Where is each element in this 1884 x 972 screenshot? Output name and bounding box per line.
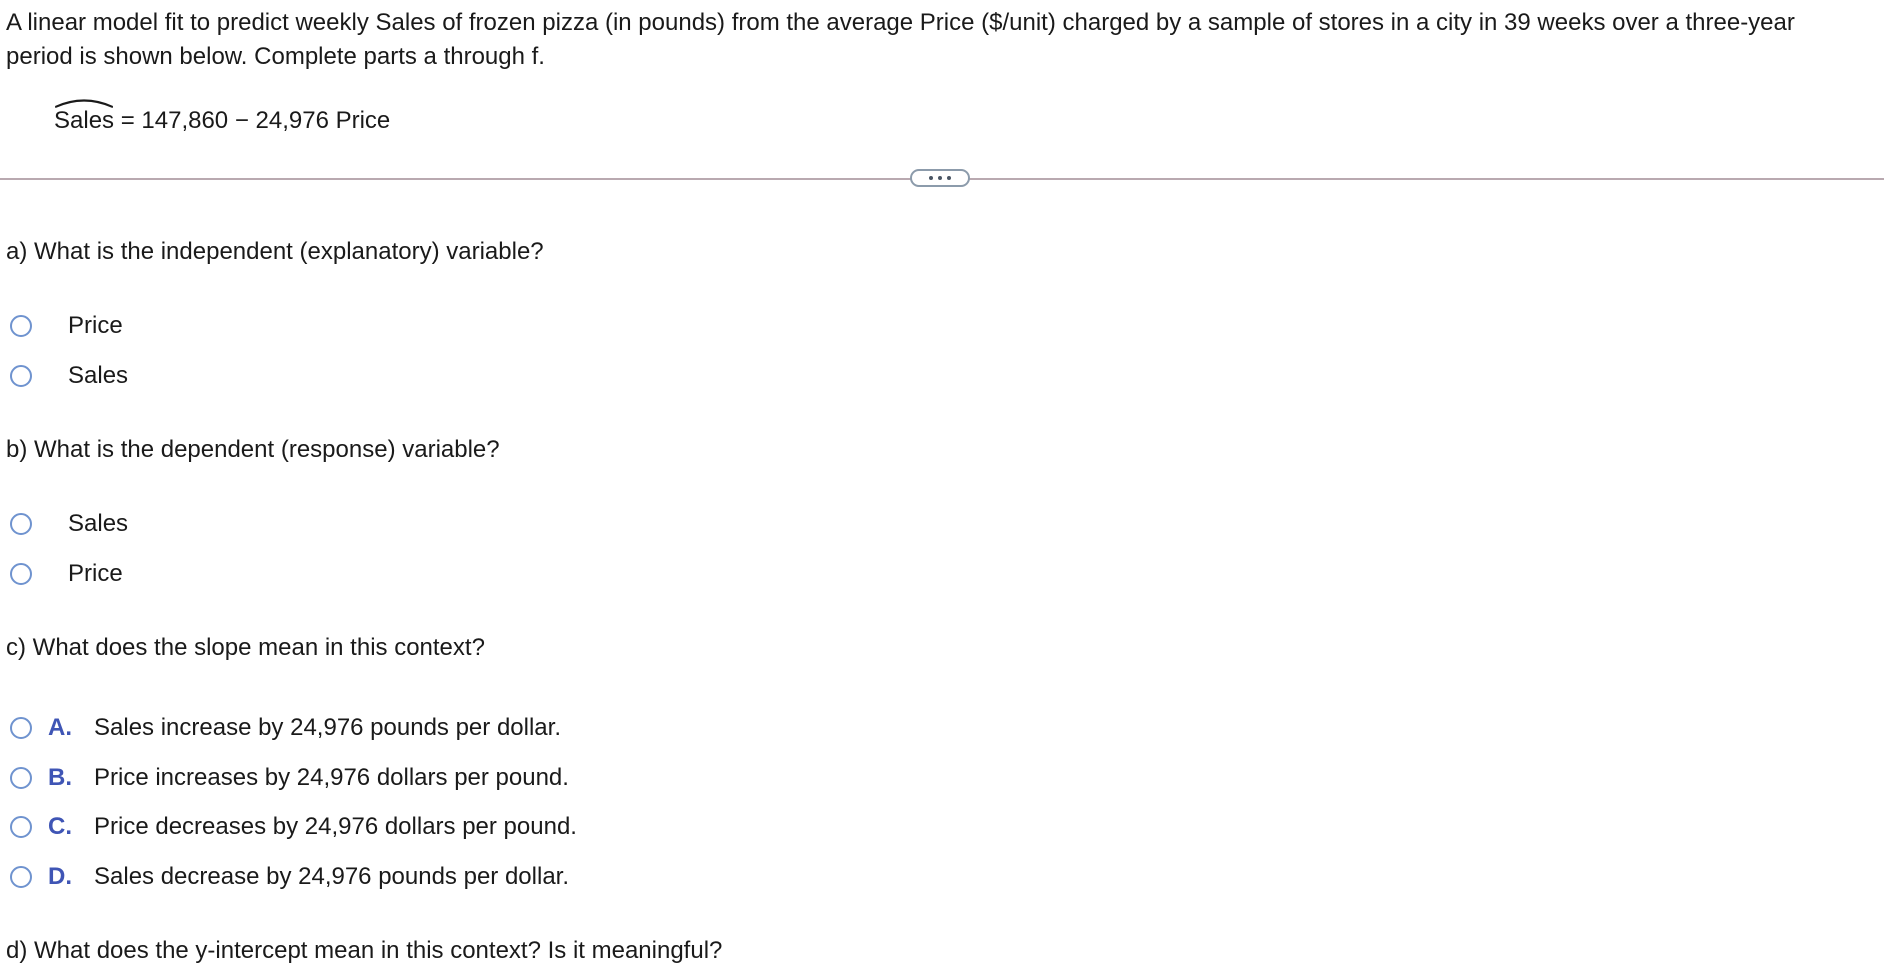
radio-button[interactable] [10, 717, 32, 739]
option-label: Sales [68, 362, 129, 389]
option-label: Sales [68, 510, 129, 537]
radio-option-c-c[interactable] [10, 810, 577, 844]
radio-button[interactable] [10, 866, 32, 888]
radio-button[interactable] [10, 816, 32, 838]
expand-more-button[interactable] [910, 169, 970, 187]
question-b: b) What is the dependent (response) variable? [6, 436, 500, 463]
more-dots-icon [938, 176, 942, 180]
option-text: Sales decrease by 24,976 pounds per dollar. [94, 863, 569, 890]
radio-button[interactable] [10, 365, 32, 387]
radio-button[interactable] [10, 315, 32, 337]
radio-option-c-d[interactable] [10, 860, 569, 894]
radio-button[interactable] [10, 563, 32, 585]
radio-option-c-a[interactable] [10, 711, 561, 745]
option-letter: A. [48, 714, 72, 741]
option-text: Sales increase by 24,976 pounds per dollar. [94, 714, 561, 741]
radio-option-b-sales[interactable] [10, 507, 128, 541]
option-label: Price [68, 560, 123, 587]
option-text: Price decreases by 24,976 dollars per pound. [94, 813, 577, 840]
option-letter: C. [48, 813, 72, 840]
problem-statement: A linear model fit to predict weekly Sales of frozen pizza (in pounds) from the average Price ($/unit) charged by a sample of stores in a city in 39 weeks over a three-year period is shown below. Complete parts a through f. [6, 9, 1795, 70]
option-letter: D. [48, 863, 72, 890]
radio-button[interactable] [10, 513, 32, 535]
more-dots-icon [929, 176, 933, 180]
predicted-sales-variable [54, 104, 114, 138]
question-a: a) What is the independent (explanatory) variable? [6, 238, 544, 265]
regression-equation [54, 104, 390, 138]
radio-option-a-sales[interactable] [10, 359, 128, 393]
option-letter: B. [48, 764, 72, 791]
equation-rhs: = 147,860 − 24,976 Price [114, 107, 391, 134]
equation-lhs: Sales [54, 107, 115, 134]
option-label: Price [68, 312, 123, 339]
option-text: Price increases by 24,976 dollars per pound. [94, 764, 569, 791]
question-d: d) What does the y-intercept mean in this context? Is it meaningful? [6, 937, 723, 964]
radio-button[interactable] [10, 767, 32, 789]
more-dots-icon [947, 176, 951, 180]
question-c: c) What does the slope mean in this context? [6, 634, 485, 661]
radio-option-c-b[interactable] [10, 761, 569, 795]
hat-accent-icon [54, 96, 114, 108]
radio-option-a-price[interactable] [10, 309, 123, 343]
radio-option-b-price[interactable] [10, 557, 123, 591]
